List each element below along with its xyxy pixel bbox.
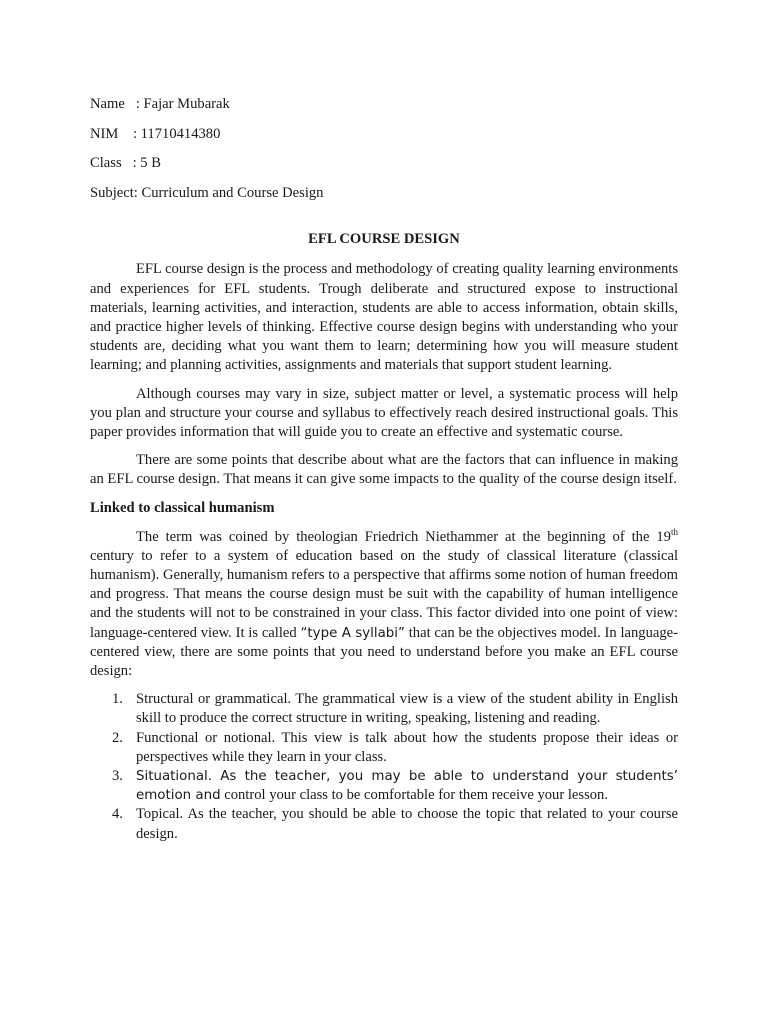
- nim-line: NIM : 11710414380: [90, 125, 221, 142]
- list-item-text-serif-part: control your class to be comfortable for them receive your lesson.: [220, 787, 608, 804]
- paragraph-systematic-process: Although courses may vary in size, subject matter or level, a systematic process will help you plan and structure your course and syllabus to effectively reach desired instructional goals. This paper provides information that will guide you to create an effective and systematic course.: [90, 385, 678, 440]
- humanism-text-start: The term was coined by theologian Friedrich Niethammer at the beginning of the 19: [136, 528, 671, 545]
- section-heading: Linked to classical humanism: [90, 499, 275, 516]
- list-item-text: [136, 767, 678, 805]
- language-centered-points-list: [90, 690, 678, 844]
- humanism-text-middle: century to refer to a system of education based on the study of classical literature (classical humanism). Generally, humanism refers to a perspective that affirms some notion of human freedom and progress. That means the course design must be suit with the capability of human intelligence and the students will not to be constrained in your class. This factor divided into one point of view: language-centered view. It is called: [90, 547, 678, 641]
- superscript-th: th: [670, 526, 678, 537]
- paragraph-factors: There are some points that describe about what are the factors that can influence in making an EFL course design. That means it can give some impacts to the quality of the course design itself.: [90, 452, 678, 488]
- list-item-number: 2.: [112, 729, 123, 746]
- list-item-number: 1.: [112, 691, 123, 708]
- document-title: EFL COURSE DESIGN: [308, 231, 460, 248]
- humanism-text-end: that can be the objectives model. In language-centered view, there are some points that you need to understand before you make an EFL course design:: [90, 624, 678, 680]
- name-line: Name : Fajar Mubarak: [90, 96, 230, 112]
- list-item-text: Functional or notional. This view is talk about how the students propose their ideas or perspectives while they learn in your class.: [136, 729, 678, 765]
- class-line: Class : 5 B: [90, 155, 161, 172]
- paragraph-intro: EFL course design is the process and methodology of creating quality learning environments and experiences for EFL students. Trough deliberate and structured expose to instructional materials, learning activities, and interaction, students are able to access information, obtain skills, and practice higher levels of thinking. Effective course design begins with understanding who your students are, deciding what you want them to learn; determining how you will measure student learning; and planning activities, assignments and materials that support student learning.: [90, 261, 678, 374]
- list-item: [90, 690, 678, 728]
- list-item: [90, 767, 678, 805]
- list-item-text: Topical. As the teacher, you should be able to choose the topic that related to your course design.: [136, 806, 678, 842]
- subject-line: Subject: Curriculum and Course Design: [90, 184, 324, 201]
- list-item-number: 4.: [112, 806, 123, 823]
- type-a-syllabi-quote: “type A syllabi”: [300, 625, 405, 641]
- list-item-number: 3.: [112, 768, 123, 785]
- list-item-text-sans-part: Situational. As the teacher, you may be able to understand your students’ emotion and: [136, 769, 678, 804]
- paragraph-humanism: [90, 528, 678, 682]
- list-item-text: Structural or grammatical. The grammatical view is a view of the student ability in English skill to produce the correct structure in writing, speaking, listening and reading.: [136, 691, 678, 727]
- list-item: [90, 805, 678, 843]
- document-page: [90, 90, 678, 844]
- list-item: [90, 729, 678, 767]
